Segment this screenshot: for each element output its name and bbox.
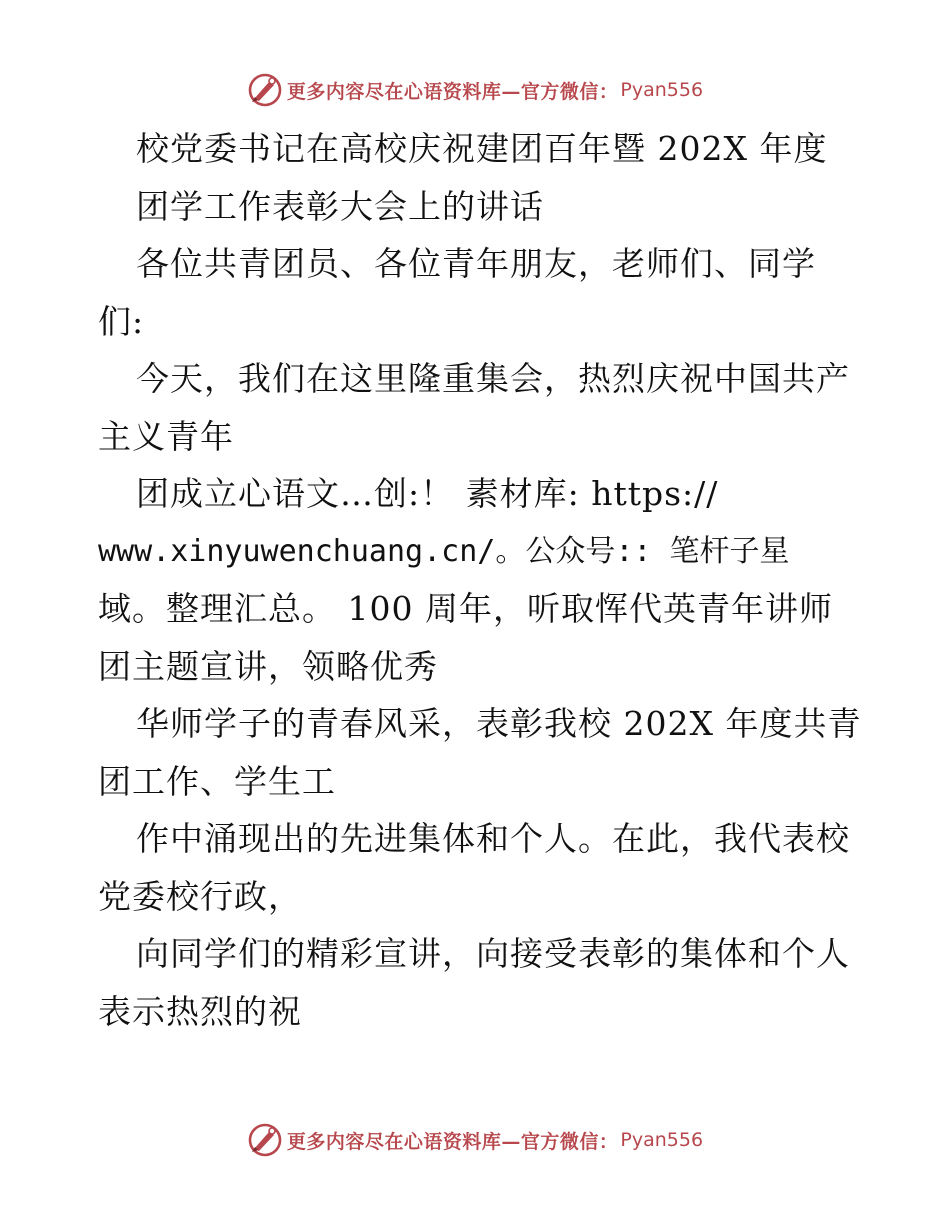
text-line: 团主题宣讲，领略优秀 (98, 646, 438, 686)
text-line: 域。整理汇总。 100 周年，听取恽代英青年讲师 (98, 589, 833, 628)
header-banner (0, 70, 950, 110)
text-line: 华师学子的青春风采，表彰我校 202X 年度共青 (136, 704, 862, 743)
text-line: www.xinyuwenchuang.cn/。公众号:: 笔杆子星 (98, 533, 790, 569)
banner-wechat-id: Pyan556 (620, 79, 704, 101)
text-line: 各位共青团员、各位青年朋友，老师们、同学 (136, 244, 816, 283)
text-line: 校党委书记在高校庆祝建团百年暨 202X 年度 (136, 129, 828, 168)
document-body (98, 120, 862, 1040)
text-line: 作中涌现出的先进集体和个人。在此，我代表校 (136, 819, 850, 858)
pen-logo-icon (247, 72, 283, 108)
text-line: 表示热烈的祝 (98, 991, 302, 1031)
banner-text: 更多内容尽在心语资料库—官方微信： (286, 1130, 619, 1153)
text-line: 今天，我们在这里隆重集会，热烈庆祝中国共产 (136, 359, 850, 398)
text-line: 党委校行政， (98, 876, 302, 916)
text-line: 们: (98, 301, 145, 341)
footer-banner (0, 1120, 950, 1160)
banner-text: 更多内容尽在心语资料库—官方微信： (286, 80, 619, 103)
text-line: 团成立心语文…创:！ 素材库: https:// (136, 474, 719, 513)
banner-wechat-id: Pyan556 (620, 1129, 704, 1151)
pen-logo-icon (247, 1122, 283, 1158)
text-line: 主义青年 (98, 416, 234, 456)
text-line: 团工作、学生工 (98, 761, 336, 801)
text-line: 向同学们的精彩宣讲，向接受表彰的集体和个人 (136, 934, 850, 973)
text-line: 团学工作表彰大会上的讲话 (136, 186, 544, 226)
